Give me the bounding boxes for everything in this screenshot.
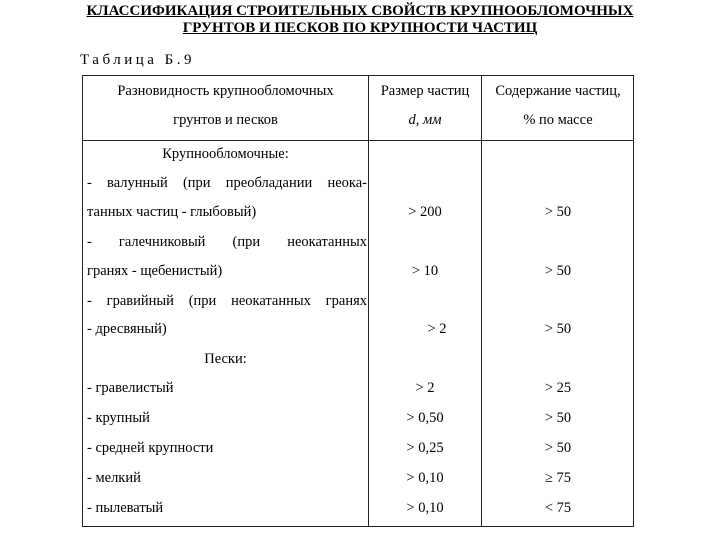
row-3-content: > 25 xyxy=(544,380,572,396)
column-divider-2 xyxy=(481,76,482,526)
row-5-size: > 0,25 xyxy=(406,440,444,456)
row-2-size: > 2 xyxy=(427,321,447,337)
row-4-size: > 0,50 xyxy=(406,410,444,426)
title-line-2: ГРУНТОВ И ПЕСКОВ ПО КРУПНОСТИ ЧАСТИЦ xyxy=(182,20,538,36)
row-3-size: > 2 xyxy=(415,380,435,396)
row-7-content: < 75 xyxy=(544,500,572,516)
row-1-content: > 50 xyxy=(544,263,572,279)
row-4-name: - крупный xyxy=(87,410,150,426)
row-2-name-line2: - дресвяный) xyxy=(87,321,167,337)
header-col1-line2: грунтов и песков xyxy=(173,112,278,128)
row-5-content: > 50 xyxy=(544,440,572,456)
row-2-name-line1: - гравийный (при неокатанных гранях xyxy=(87,293,367,309)
row-0-name-line2: танных частиц - глыбовый) xyxy=(87,204,257,220)
row-5-name: - средней крупности xyxy=(87,440,214,456)
row-1-name-line2: гранях - щебенистый) xyxy=(87,263,223,279)
row-4-content: > 50 xyxy=(544,410,572,426)
row-3-name: - гравелистый xyxy=(87,380,174,396)
classification-table xyxy=(82,75,634,527)
header-col3-line1: Содержание частиц, xyxy=(495,83,621,99)
document-title xyxy=(0,3,720,37)
header-col1-line1: Разновидность крупнообломочных xyxy=(117,83,334,99)
row-0-name-line1: - валунный (при преобладании неока- xyxy=(87,175,367,191)
section-sands-heading: Пески: xyxy=(204,351,247,367)
header-divider xyxy=(83,140,633,141)
table-caption: Таблица Б.9 xyxy=(80,52,196,68)
row-2-content: > 50 xyxy=(544,321,572,337)
section-coarse-heading: Крупнообломочные: xyxy=(162,146,289,162)
row-7-size: > 0,10 xyxy=(406,500,444,516)
row-6-name: - мелкий xyxy=(87,470,141,486)
row-6-content: ≥ 75 xyxy=(544,470,572,486)
column-divider-1 xyxy=(368,76,369,526)
row-6-size: > 0,10 xyxy=(406,470,444,486)
row-1-name-line1: - галечниковый (при неокатанных xyxy=(87,234,367,250)
title-line-1: КЛАССИФИКАЦИЯ СТРОИТЕЛЬНЫХ СВОЙСТВ КРУПНООБЛОМОЧНЫХ xyxy=(86,3,634,19)
header-col2-line1: Размер частиц xyxy=(380,83,470,99)
row-1-size: > 10 xyxy=(411,263,439,279)
header-col2-line2: d, мм xyxy=(408,112,442,128)
row-0-content: > 50 xyxy=(544,204,572,220)
header-col3-line2: % по массе xyxy=(523,112,593,128)
row-7-name: - пылеватый xyxy=(87,500,164,516)
row-0-size: > 200 xyxy=(408,204,442,220)
